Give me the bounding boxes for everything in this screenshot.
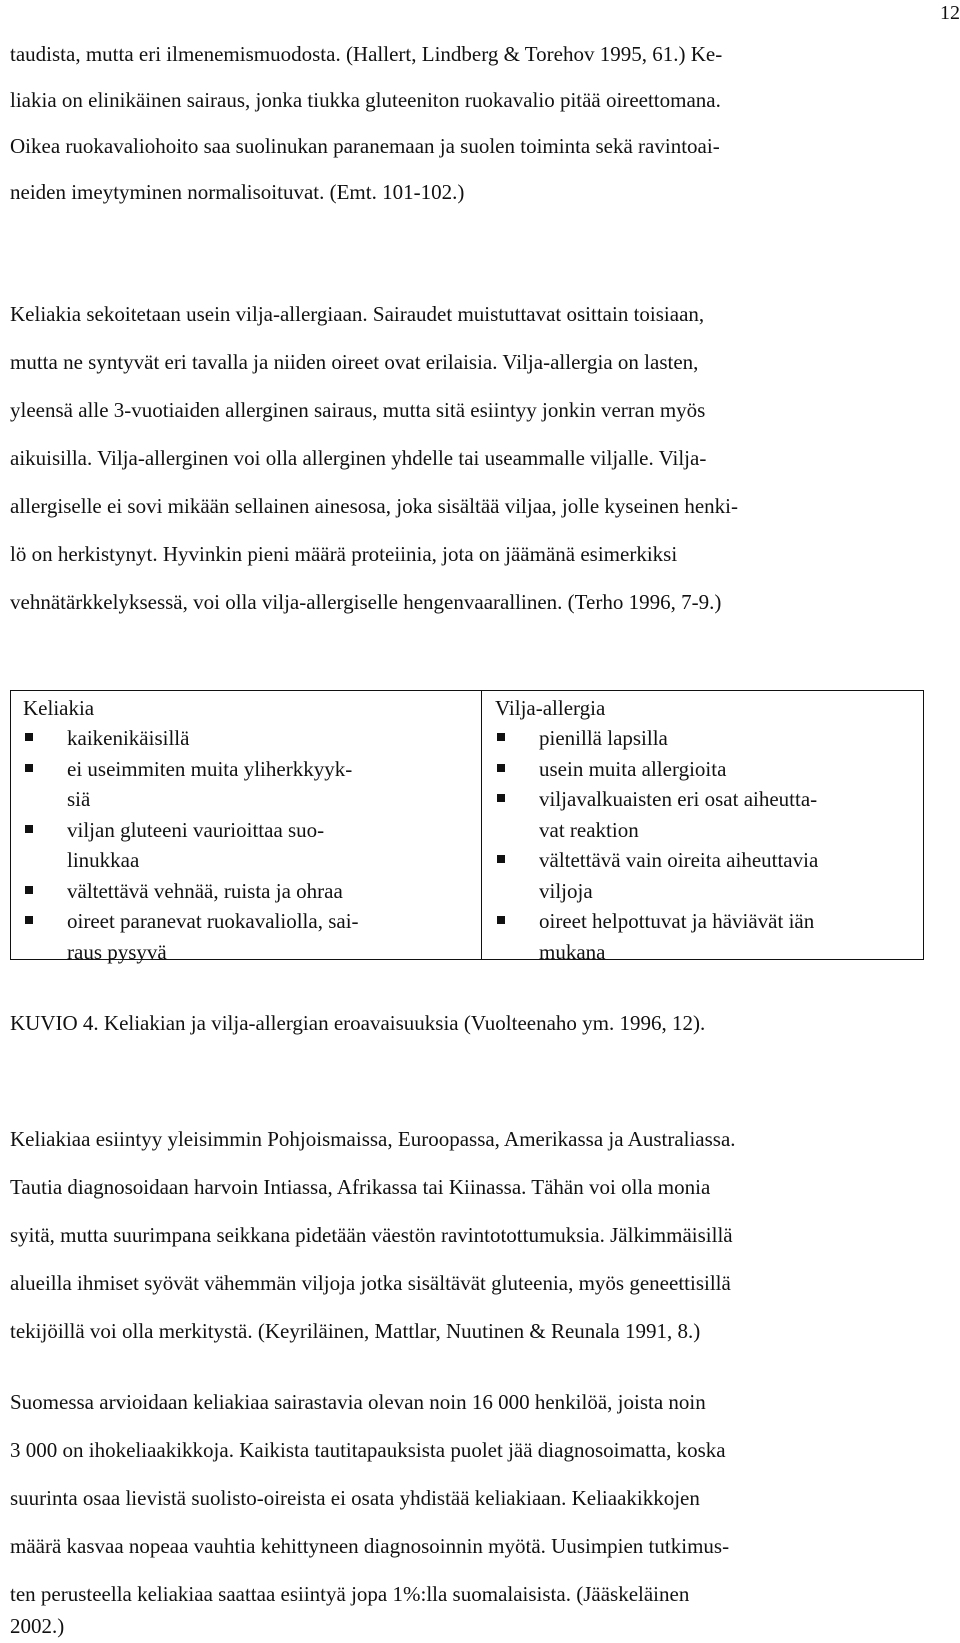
- item-text: oireet paranevat ruokavaliolla, sai-: [67, 909, 359, 933]
- text-line: allergiselle ei sovi mikään sellainen ainesosa, joka sisältää viljaa, jolle kyseinen henki-: [10, 494, 738, 518]
- text-line: Keliakiaa esiintyy yleisimmin Pohjoismaissa, Euroopassa, Amerikassa ja Australiassa.: [10, 1127, 736, 1151]
- text-line: neiden imeytyminen normalisoituvat. (Emt. 101-102.): [10, 180, 465, 204]
- text-line: aikuisilla. Vilja-allerginen voi olla allerginen yhdelle tai useammalle viljalle. Vilja-: [10, 446, 707, 470]
- column-divider: [481, 691, 482, 959]
- text-line: ten perusteella keliakiaa saattaa esiintyä jopa 1%:lla suomalaisista. (Jääskeläinen: [10, 1582, 690, 1606]
- text-line: 3 000 on ihokeliaakikkoja. Kaikista tautitapauksista puolet jää diagnosoimatta, koska: [10, 1438, 726, 1462]
- item-text: viljavalkuaisten eri osat aiheutta-: [539, 787, 818, 811]
- list-item: [495, 906, 915, 967]
- text-line: tekijöillä voi olla merkitystä. (Keyriläinen, Mattlar, Nuutinen & Reunala 1991, 8.): [10, 1319, 701, 1343]
- item-text: oireet helpottuvat ja häviävät iän: [539, 909, 815, 933]
- square-bullet-icon: [25, 825, 33, 833]
- text-line: alueilla ihmiset syövät vähemmän viljoja jotka sisältävät gluteenia, myös geneettisillä: [10, 1271, 731, 1295]
- list-item: [495, 845, 915, 906]
- square-bullet-icon: [25, 733, 33, 741]
- figure-caption: KUVIO 4. Keliakian ja vilja-allergian eroavaisuuksia (Vuolteenaho ym. 1996, 12).: [10, 1011, 706, 1035]
- item-text: vältettävä vehnää, ruista ja ohraa: [67, 878, 343, 903]
- list-item: [23, 815, 473, 876]
- text-line: mutta ne syntyvät eri tavalla ja niiden oireet ovat erilaisia. Vilja-allergia on lasten,: [10, 350, 699, 374]
- text-line: taudista, mutta eri ilmenemismuodosta. (Hallert, Lindberg & Torehov 1995, 61.) Ke-: [10, 42, 723, 66]
- item-text-continued: mukana: [539, 939, 606, 964]
- text-line: vehnätärkkelyksessä, voi olla vilja-allergiselle hengenvaarallinen. (Terho 1996, 7-9.): [10, 590, 722, 614]
- item-text: ei useimmiten muita yliherkkyyk-: [67, 756, 353, 781]
- text-line: Oikea ruokavaliohoito saa suolinukan paranemaan ja suolen toiminta sekä ravintoai-: [10, 134, 720, 158]
- square-bullet-icon: [25, 886, 33, 894]
- square-bullet-icon: [497, 916, 505, 924]
- text-line: syitä, mutta suurimpana seikkana pidetään väestön ravintotottumuksia. Jälkimmäisillä: [10, 1223, 733, 1247]
- item-text-continued: linukkaa: [67, 848, 140, 872]
- item-text-continued: raus pysyvä: [67, 939, 167, 964]
- item-text: viljan gluteeni vaurioittaa suo-: [67, 817, 325, 842]
- comparison-figure: [10, 690, 924, 964]
- text-line: Keliakia sekoitetaan usein vilja-allergiaan. Sairaudet muistuttavat osittain toisiaan,: [10, 302, 705, 326]
- item-text-continued: viljoja: [539, 878, 593, 903]
- list-item: [495, 723, 915, 754]
- item-text: usein muita allergioita: [539, 756, 727, 781]
- item-text: vältettävä vain oireita aiheuttavia: [539, 848, 819, 872]
- item-text: pienillä lapsilla: [539, 726, 668, 750]
- text-line: yleensä alle 3-vuotiaiden allerginen sairaus, mutta sitä esiintyy jonkin verran myös: [10, 398, 706, 422]
- vilja-allergia-column: [495, 693, 915, 967]
- square-bullet-icon: [497, 764, 505, 772]
- text-line: 2002.): [10, 1614, 65, 1638]
- square-bullet-icon: [497, 855, 505, 863]
- text-line: lö on herkistynyt. Hyvinkin pieni määrä proteiinia, jota on jäämänä esimerkiksi: [10, 542, 678, 566]
- column-title: Keliakia: [23, 696, 95, 720]
- keliakia-column: [23, 693, 473, 967]
- text-line: Suomessa arvioidaan keliakiaa sairastavia olevan noin 16 000 henkilöä, joista noin: [10, 1390, 706, 1414]
- text-line: suurinta osaa lievistä suolisto-oireista ei osata yhdistää keliakiaan. Keliaakikkojen: [10, 1486, 700, 1510]
- item-text-continued: vat reaktion: [539, 817, 639, 842]
- list-item: [23, 754, 473, 815]
- item-text: kaikenikäisillä: [67, 726, 190, 750]
- square-bullet-icon: [497, 733, 505, 741]
- text-line: liakia on elinikäinen sairaus, jonka tiukka gluteeniton ruokavalio pitää oireettomana.: [10, 88, 721, 112]
- square-bullet-icon: [25, 764, 33, 772]
- list-item: [495, 754, 915, 785]
- list-item: [495, 784, 915, 845]
- item-text-continued: siä: [67, 787, 91, 811]
- text-line: Tautia diagnosoidaan harvoin Intiassa, Afrikassa tai Kiinassa. Tähän voi olla monia: [10, 1175, 711, 1199]
- square-bullet-icon: [25, 916, 33, 924]
- square-bullet-icon: [497, 794, 505, 802]
- list-item: [23, 906, 473, 967]
- list-item: [23, 723, 473, 754]
- text-line: määrä kasvaa nopeaa vauhtia kehittyneen diagnosoinnin myötä. Uusimpien tutkimus-: [10, 1534, 730, 1558]
- list-item: [23, 876, 473, 907]
- column-title: Vilja-allergia: [495, 696, 606, 720]
- page-number: 12: [940, 2, 960, 24]
